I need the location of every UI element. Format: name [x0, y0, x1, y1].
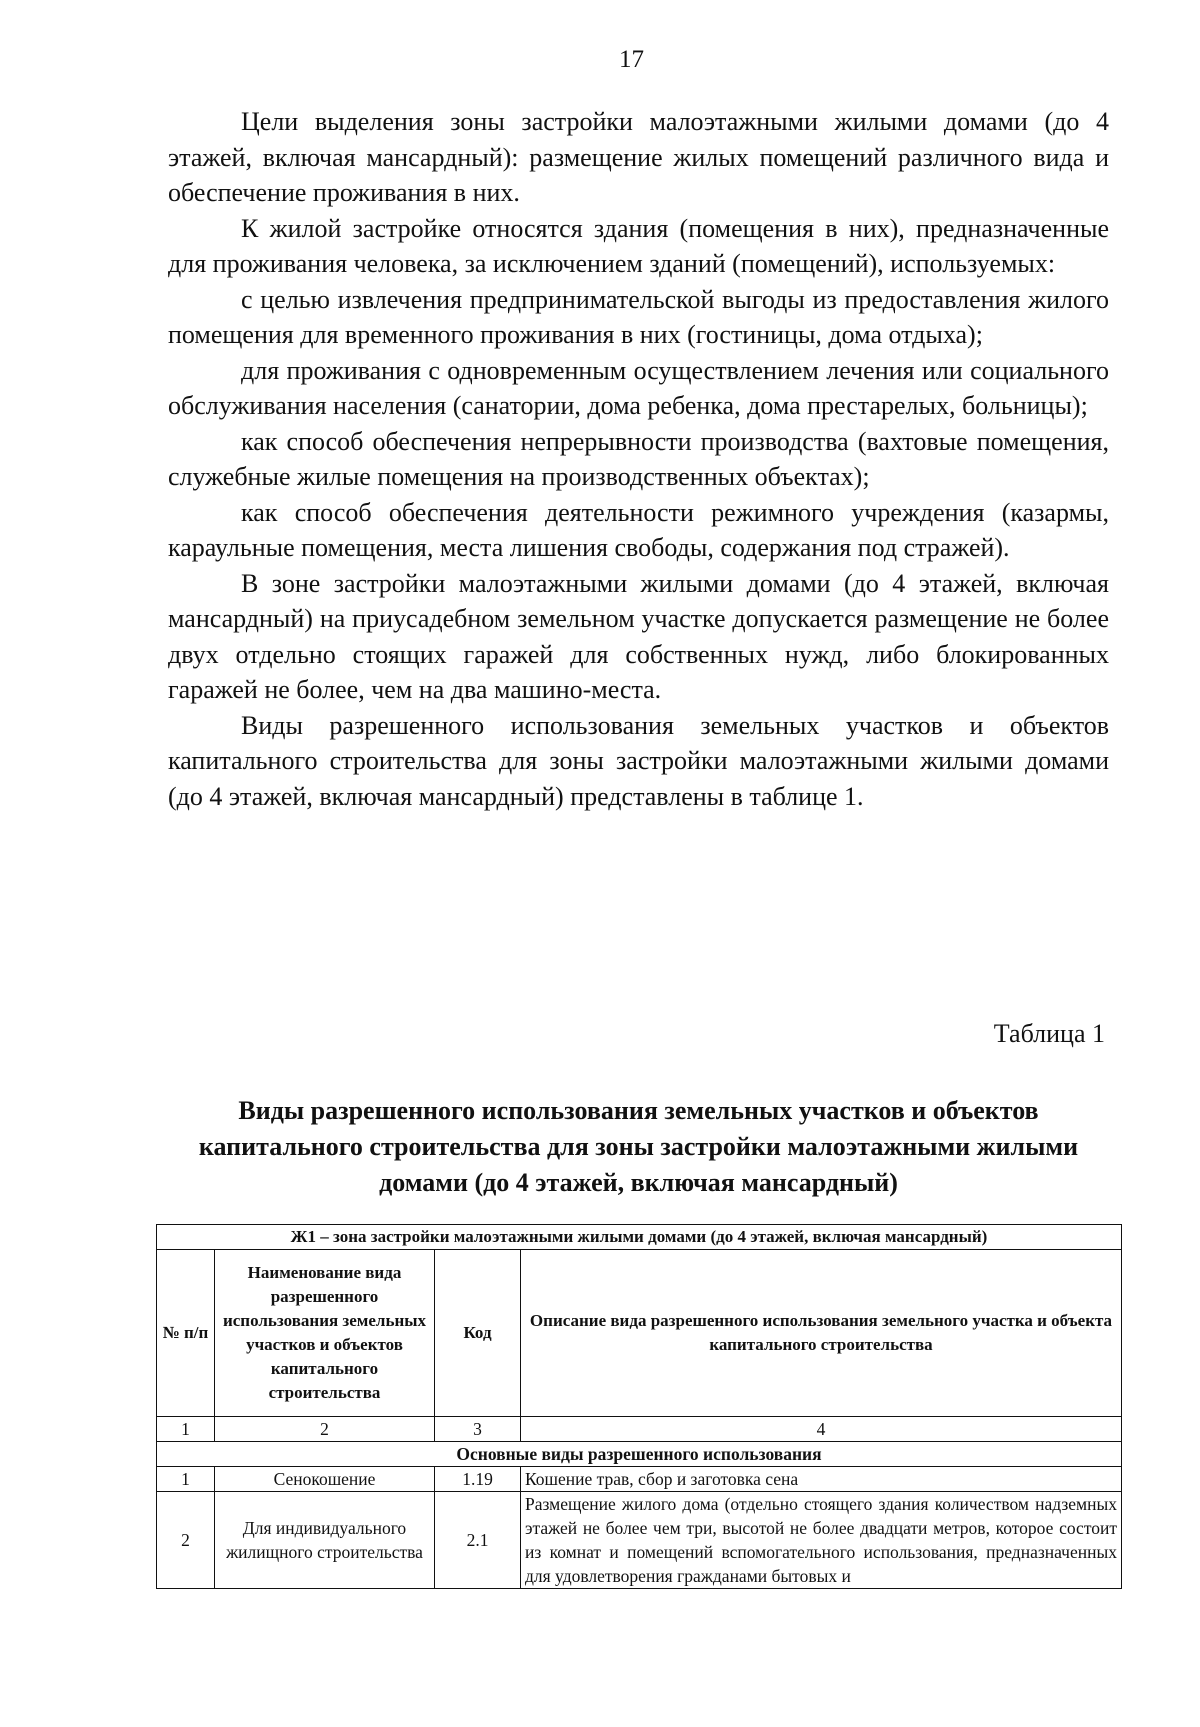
zone-title: Ж1 – зона застройки малоэтажными жилыми домами (до 4 этажей, включая мансардный): [157, 1225, 1122, 1250]
column-number: 3: [435, 1417, 521, 1442]
body-text: [168, 104, 1109, 814]
table-header-row: [157, 1250, 1122, 1417]
zone-row: [157, 1225, 1122, 1250]
header-name: Наименование вида разрешенного использования земельных участков и объектов капитального строительства: [215, 1250, 435, 1417]
paragraph: как способ обеспечения деятельности режимного учреждения (казармы, караульные помещения, места лишения свободы, содержания под стражей).: [168, 497, 1109, 562]
paragraph: как способ обеспечения непрерывности производства (вахтовые помещения, служебные жилые помещения на производственных объектах);: [168, 426, 1109, 491]
column-number: 4: [521, 1417, 1122, 1442]
header-code: Код: [435, 1250, 521, 1417]
row-description: Размещение жилого дома (отдельно стоящего здания количеством надземных этажей не более чем три, высотой не более двадцати метров, которое состоит из комнат и помещений вспомогательного использования, предназначенных для удовлетворения гражданами бытовых и: [521, 1492, 1122, 1589]
header-num: № п/п: [157, 1250, 215, 1417]
section-title: Основные виды разрешенного использования: [157, 1442, 1122, 1467]
paragraph: Цели выделения зоны застройки малоэтажными жилыми домами (до 4 этажей, включая мансардный): размещение жилых помещений различного вида и обеспечение проживания в них.: [168, 107, 1109, 207]
row-code: 2.1: [435, 1492, 521, 1589]
table-row: [157, 1467, 1122, 1492]
paragraph: В зоне застройки малоэтажными жилыми домами (до 4 этажей, включая мансардный) на приусадебном земельном участке допускается размещение не более двух отдельно стоящих гаражей для собственных нужд, либо блокированных гаражей не более, чем на два машино-места.: [168, 568, 1109, 704]
paragraph: с целью извлечения предпринимательской выгоды из предоставления жилого помещения для временного проживания в них (гостиницы, дома отдыха);: [168, 284, 1109, 349]
land-use-table: [156, 1224, 1122, 1589]
page-number: 17: [619, 46, 644, 73]
section-row: [157, 1442, 1122, 1467]
paragraph: К жилой застройке относятся здания (помещения в них), предназначенные для проживания человека, за исключением зданий (помещений), используемых:: [168, 213, 1109, 278]
row-description: Кошение трав, сбор и заготовка сена: [521, 1467, 1122, 1492]
table-title: Виды разрешенного использования земельных участков и объектов капитального строительства для зоны застройки малоэтажными жилыми домами (до 4 этажей, включая мансардный): [198, 1096, 1079, 1197]
column-number: 1: [157, 1417, 215, 1442]
table-row: [157, 1492, 1122, 1589]
row-name: Сенокошение: [215, 1467, 435, 1492]
row-num: 1: [157, 1467, 215, 1492]
column-number: 2: [215, 1417, 435, 1442]
column-number-row: [157, 1417, 1122, 1442]
header-description: Описание вида разрешенного использования земельного участка и объекта капитального строительства: [521, 1250, 1122, 1417]
row-num: 2: [157, 1492, 215, 1589]
row-name: Для индивидуального жилищного строительства: [215, 1492, 435, 1589]
row-code: 1.19: [435, 1467, 521, 1492]
table-caption: Таблица 1: [993, 1019, 1105, 1048]
paragraph: для проживания с одновременным осуществлением лечения или социального обслуживания населения (санатории, дома ребенка, дома престарелых, больницы);: [168, 355, 1109, 420]
paragraph: Виды разрешенного использования земельных участков и объектов капитального строительства для зоны застройки малоэтажными жилыми домами (до 4 этажей, включая мансардный) представлены в таблице 1.: [168, 710, 1109, 811]
